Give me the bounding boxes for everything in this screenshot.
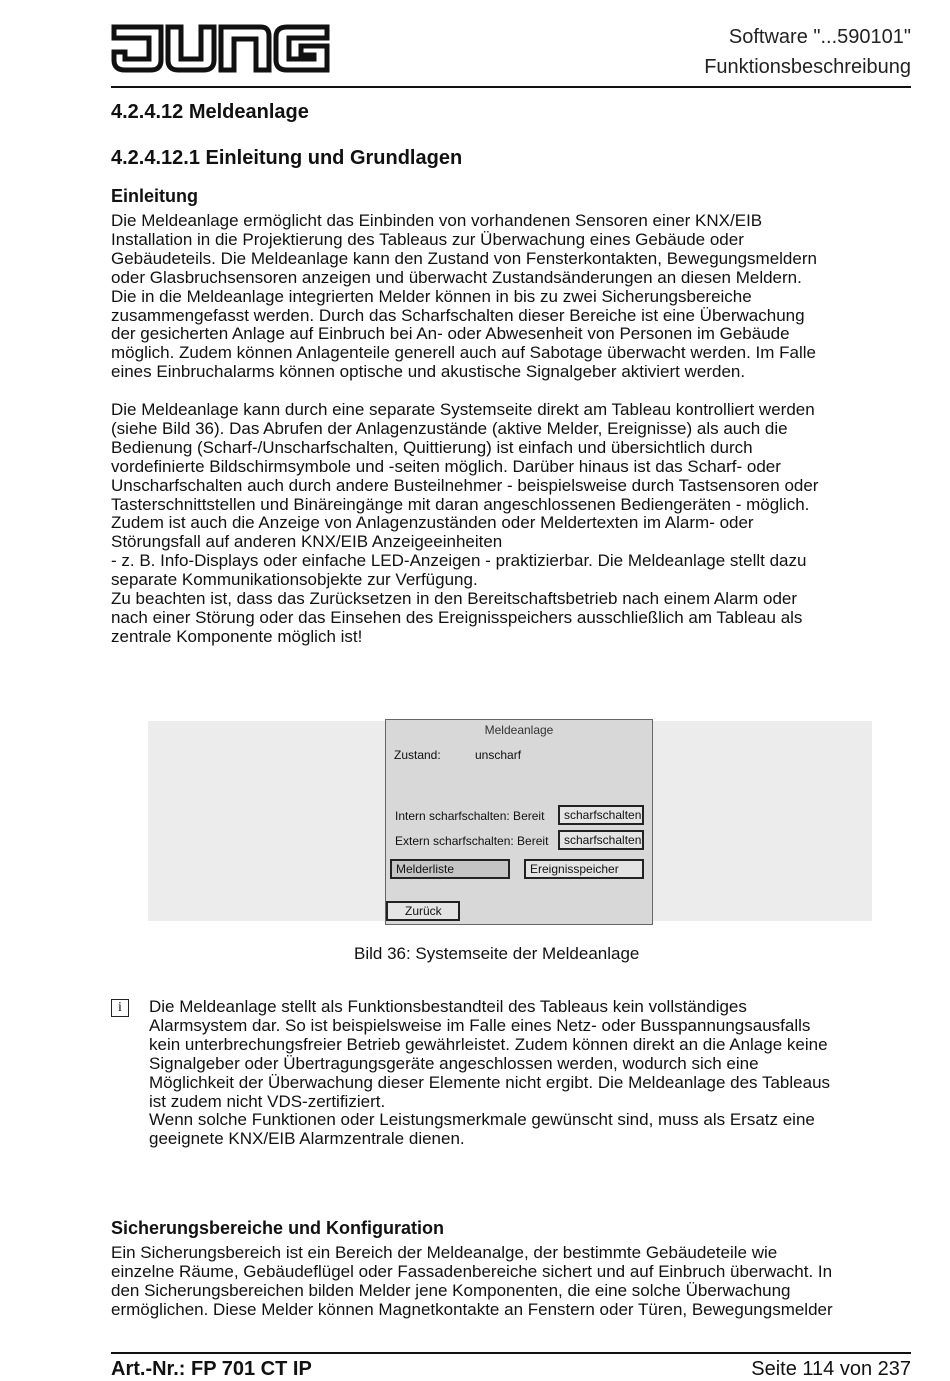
security-paragraph: [111, 1244, 911, 1320]
extern-arm-button[interactable]: scharfschalten: [558, 830, 644, 850]
text-line: den Sicherungsbereichen bilden Melder jene Komponenten, die eine solche Überwachung: [111, 1280, 791, 1300]
text-line: einzelne Räume, Gebäudeflügel oder Fassadenbereiche sichert und auf Einbruch überwacht. In: [111, 1261, 833, 1281]
text-line: - z. B. Info-Displays oder einfache LED-Anzeigen - praktizierbar. Die Meldeanlage stellt dazu: [111, 551, 807, 571]
text-line: kein unterbrechungsfreier Betrieb gewährleistet. Zudem können direkt an die Anlage keine: [149, 1034, 828, 1054]
text-line: Zu beachten ist, dass das Zurücksetzen in den Bereitschaftsbetrieb nach einem Alarm oder: [111, 589, 798, 609]
text-line: Die Meldeanlage kann durch eine separate Systemseite direkt am Tableau kontrolliert werden: [111, 400, 815, 419]
intern-arm-label: Intern scharfschalten: Bereit: [395, 809, 545, 823]
footer-rule: [111, 1352, 911, 1354]
jung-logo: [111, 22, 331, 74]
melderliste-button[interactable]: Melderliste: [390, 859, 510, 879]
panel-title: Meldeanlage: [484, 723, 554, 737]
text-line: Alarmsystem dar. So ist beispielsweise im Falle eines Netz- oder Busspannungsausfalls: [149, 1015, 811, 1035]
text-line: oder Glasbruchsensoren anzeigen und überwacht Zustandsänderungen an diesen Meldern.: [111, 267, 802, 287]
text-line: vordefinierte Bildschirmsymbole und -seiten möglich. Darüber hinaus ist das Scharf- oder: [111, 456, 781, 476]
header-rule: [111, 86, 911, 88]
text-line: Störungsfall auf anderen KNX/EIB Anzeigeeinheiten: [111, 532, 503, 552]
intro-paragraph-1: [111, 212, 911, 382]
text-line: geeignete KNX/EIB Alarmzentrale dienen.: [149, 1129, 465, 1149]
text-line: möglich. Zudem können Anlagenteile generell auch auf Sabotage überwacht werden. Im Falle: [111, 343, 816, 363]
back-button[interactable]: Zurück: [386, 901, 460, 921]
text-line: Tasterschnittstellen und Binäreingänge mit daran angeschlossenen Bediengeräten - möglich.: [111, 494, 810, 514]
header-info: [704, 22, 911, 82]
text-line: (siehe Bild 36). Das Abrufen der Anlagenzustände (aktive Melder, Ereignisse) als auch die: [111, 418, 788, 438]
page-number: Seite 114 von 237: [751, 1358, 911, 1380]
text-line: Die Meldeanlage ermöglicht das Einbinden von vorhandenen Sensoren einer KNX/EIB: [111, 211, 763, 230]
text-line: Zudem ist auch die Anzeige von Anlagenzuständen oder Meldertexten im Alarm- oder: [111, 513, 754, 533]
section-heading: 4.2.4.12 Meldeanlage: [111, 101, 309, 123]
state-value: unscharf: [475, 748, 522, 762]
text-line: Möglichkeit der Überwachung dieser Elemente nicht ergibt. Die Meldeanlage des Tableaus: [149, 1072, 831, 1092]
text-line: Ein Sicherungsbereich ist ein Bereich der Meldeanalge, der bestimmte Gebäudeteile wie: [111, 1243, 778, 1262]
security-heading: Sicherungsbereiche und Konfiguration: [111, 1218, 445, 1238]
text-line: Wenn solche Funktionen oder Leistungsmerkmale gewünscht sind, muss als Ersatz eine: [149, 1110, 815, 1130]
text-line: nach einer Störung oder das Einsehen des Ereignisspeichers ausschließlich am Tableau als: [111, 607, 803, 627]
text-line: separate Kommunikationsobjekte zur Verfügung.: [111, 570, 478, 590]
text-line: Die Meldeanlage stellt als Funktionsbestandteil des Tableaus kein vollständiges: [149, 997, 747, 1016]
intro-paragraph-2: [111, 401, 911, 647]
figure-caption: Bild 36: Systemseite der Meldeanlage: [354, 944, 640, 963]
article-number: Art.-Nr.: FP 701 CT IP: [111, 1358, 312, 1380]
subsection-heading: 4.2.4.12.1 Einleitung und Grundlagen: [111, 147, 463, 169]
text-line: zentrale Komponente möglich ist!: [111, 626, 363, 646]
state-label: Zustand:: [394, 748, 441, 762]
text-line: zusammengefasst werden. Durch das Scharfschalten dieser Bereiche ist eine Überwachung: [111, 305, 805, 325]
text-line: Gebäudeteils. Die Meldeanlage kann den Zustand von Fensterkontakten, Bewegungsmeldern: [111, 248, 817, 268]
note-paragraph: [149, 998, 911, 1149]
text-line: Bedienung (Scharf-/Unscharfschalten, Quittierung) ist einfach und übersichtlich durch: [111, 437, 753, 457]
text-line: ermöglichen. Diese Melder können Magnetkontakte an Fenstern oder Türen, Bewegungsmelder: [111, 1299, 833, 1319]
software-version: Software "...590101": [728, 26, 911, 48]
intern-arm-button[interactable]: scharfschalten: [558, 805, 644, 825]
text-line: eines Einbruchalarms können optische und akustische Signalgeber aktiviert werden.: [111, 362, 746, 382]
ereignisspeicher-button[interactable]: Ereignisspeicher: [524, 859, 644, 879]
text-line: Installation in die Projektierung des Tableaus zur Überwachung eines Gebäude oder: [111, 229, 744, 249]
text-line: Unscharfschalten auch durch andere Busteilnehmer - beispielsweise durch Tastsensoren oder: [111, 475, 819, 495]
extern-arm-label: Extern scharfschalten: Bereit: [395, 834, 549, 848]
text-line: der gesicherten Anlage auf Einbruch bei An- oder Abwesenheit von Personen im Gebäude: [111, 324, 790, 344]
text-line: ist zudem nicht VDS-zertifiziert.: [149, 1091, 386, 1111]
meldeanlage-system-page: [385, 719, 653, 925]
doc-type: Funktionsbeschreibung: [704, 56, 911, 78]
text-line: Signalgeber oder Übertragungsgeräte angeschlossen werden, wodurch sich eine: [149, 1053, 759, 1073]
info-icon: i: [111, 999, 129, 1017]
text-line: Die in die Meldeanlage integrierten Melder können in bis zu zwei Sicherungsbereiche: [111, 286, 752, 306]
intro-heading: Einleitung: [111, 186, 198, 206]
